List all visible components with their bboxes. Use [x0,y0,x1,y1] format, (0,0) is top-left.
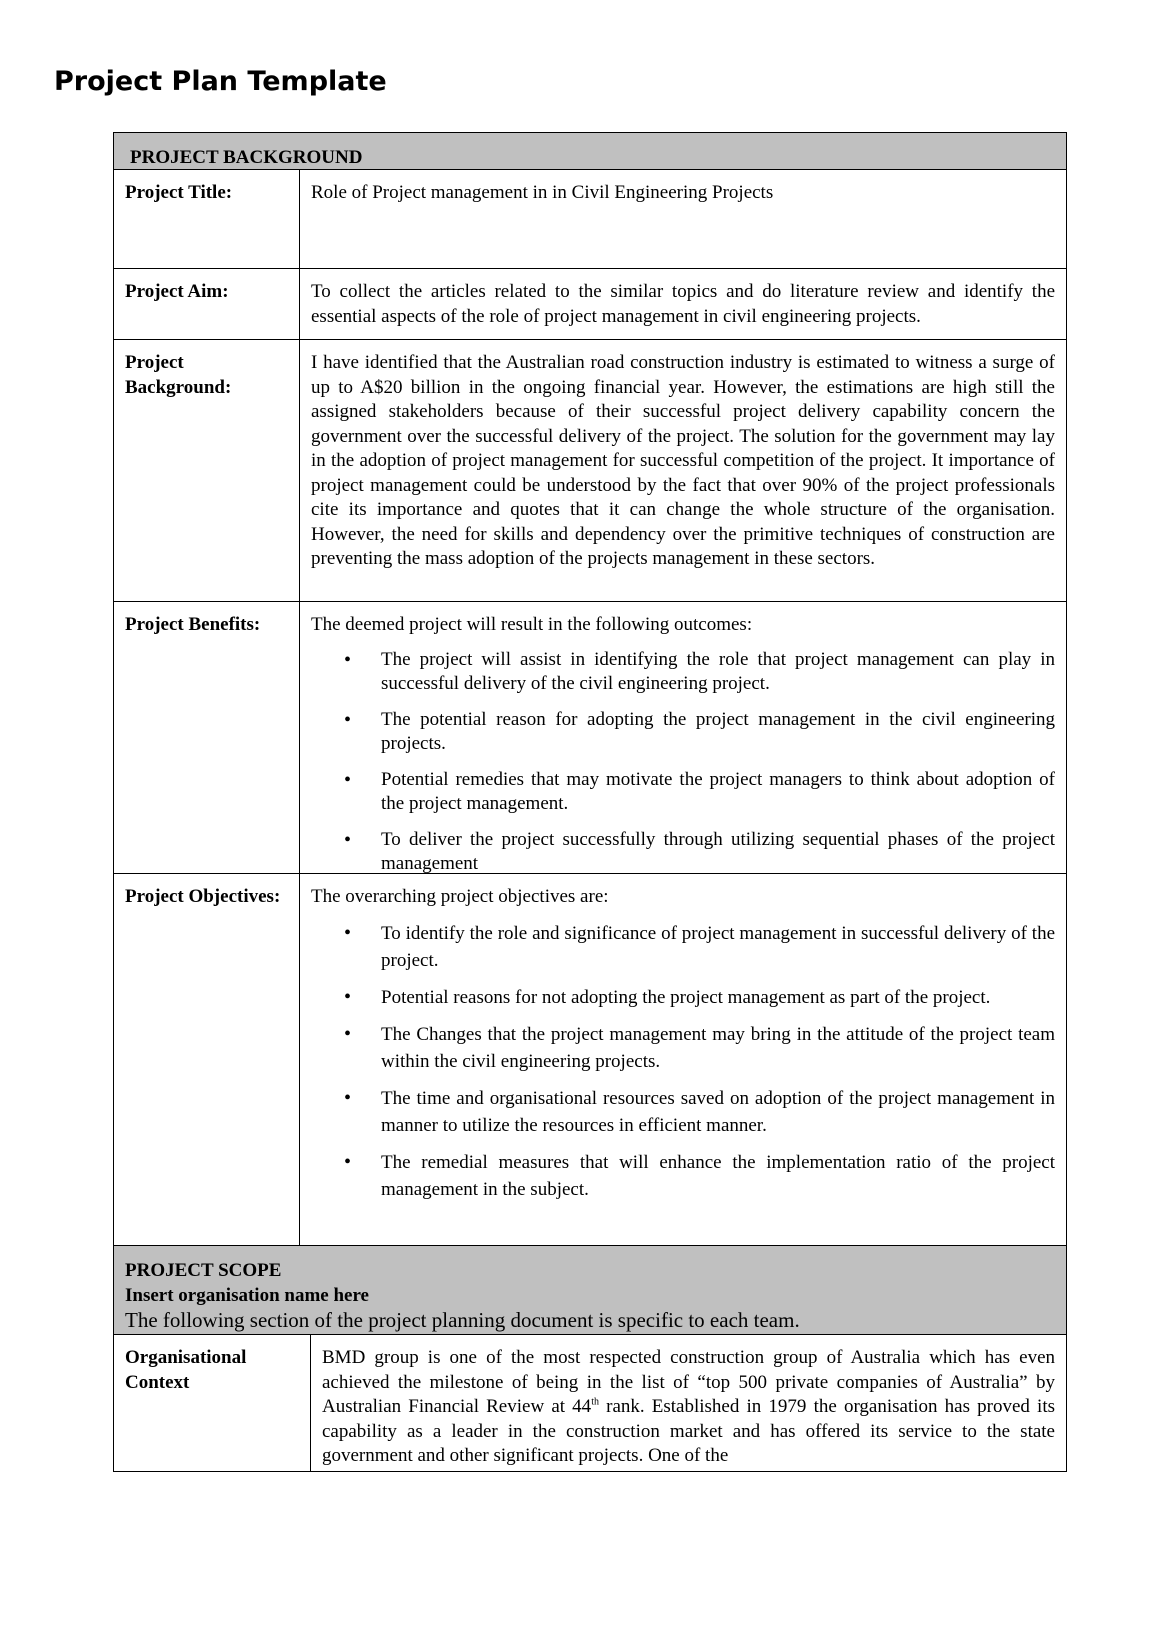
project-title-value: Role of Project management in in Civil Engineering Projects [311,182,774,203]
org-context-text-part1: BMD group is one of the most respected construction group of Australia which has even achieved the milestone of being in the list of “top 500 private companies of Australia” by Australian Financial Review at 44 [322,1347,1055,1417]
objectives-list [311,920,1055,1203]
project-objectives-label: Project Objectives: [114,874,300,1245]
page-title: Project Plan Template [54,66,387,97]
benefit-item: • The project will assist in identifying the role that project management can play in successful delivery of the civil engineering project. [311,648,1055,697]
project-aim-label: Project Aim: [114,269,300,339]
project-aim-row [114,269,1066,340]
project-benefits-label: Project Benefits: [114,602,300,873]
organisational-context-value [311,1335,1066,1471]
project-background-header: PROJECT BACKGROUND [114,133,1066,170]
project-background-label: Project Background: [114,340,300,601]
benefit-item: • Potential remedies that may motivate the project managers to think about adoption of the project management. [311,768,1055,817]
ordinal-suffix: th [591,1396,599,1408]
project-title-row [114,170,1066,269]
project-title-label: Project Title: [114,170,300,268]
benefits-list [311,648,1055,877]
benefit-item: • The potential reason for adopting the project management in the civil engineering projects. [311,708,1055,757]
objective-item: • The Changes that the project management may bring in the attitude of the project team within the civil engineering projects. [311,1021,1055,1075]
org-context-text-part2: rank. Established in 1979 the organisation has proved its capability as a leader in the construction market and has offered its service to the state government and other significant projects. One of the [322,1396,1055,1466]
organisation-name-prompt: Insert organisation name here [125,1285,369,1306]
benefit-item: • To deliver the project successfully through utilizing sequential phases of the project management [311,828,1055,877]
objective-item: • To identify the role and significance of project management in successful delivery of the project. [311,920,1055,974]
project-objectives-row [114,874,1066,1246]
project-scope-title: PROJECT SCOPE [125,1260,282,1281]
project-benefits-row [114,602,1066,874]
organisational-context-row [114,1335,1066,1471]
objective-item: • The time and organisational resources saved on adoption of the project management in manner to utilize the resources in efficient manner. [311,1085,1055,1139]
objectives-intro: The overarching project objectives are: [311,886,609,907]
project-scope-header [114,1246,1066,1335]
project-aim-value: To collect the articles related to the similar topics and do literature review and identify the essential aspects of the role of project management in civil engineering projects. [311,281,1055,327]
objective-item: • The remedial measures that will enhance the implementation ratio of the project management in the subject. [311,1149,1055,1203]
scope-note: The following section of the project planning document is specific to each team. [125,1308,800,1332]
project-objectives-content [300,874,1066,1245]
project-background-value: I have identified that the Australian road construction industry is estimated to witness a surge of up to A$20 billion in the ongoing financial year. However, the estimations are high still the assigned stakeholders because of their successful project delivery capability concern the government over the successful delivery of the project. The solution for the government may lay in the adoption of project management for successful competition of the project. It importance of project management could be understood by the fact that over 90% of the project professionals cite its importance and quotes that it can change the whole structure of the organisation. However, the need for skills and dependency over the primitive techniques of construction are preventing the mass adoption of the projects management in these sectors. [311,352,1055,569]
organisational-context-label: Organisational Context [114,1335,311,1471]
project-plan-table [113,132,1067,1472]
benefits-intro: The deemed project will result in the following outcomes: [311,614,753,635]
objective-item: • Potential reasons for not adopting the project management as part of the project. [311,984,1055,1011]
project-benefits-content [300,602,1066,873]
project-background-row [114,340,1066,602]
